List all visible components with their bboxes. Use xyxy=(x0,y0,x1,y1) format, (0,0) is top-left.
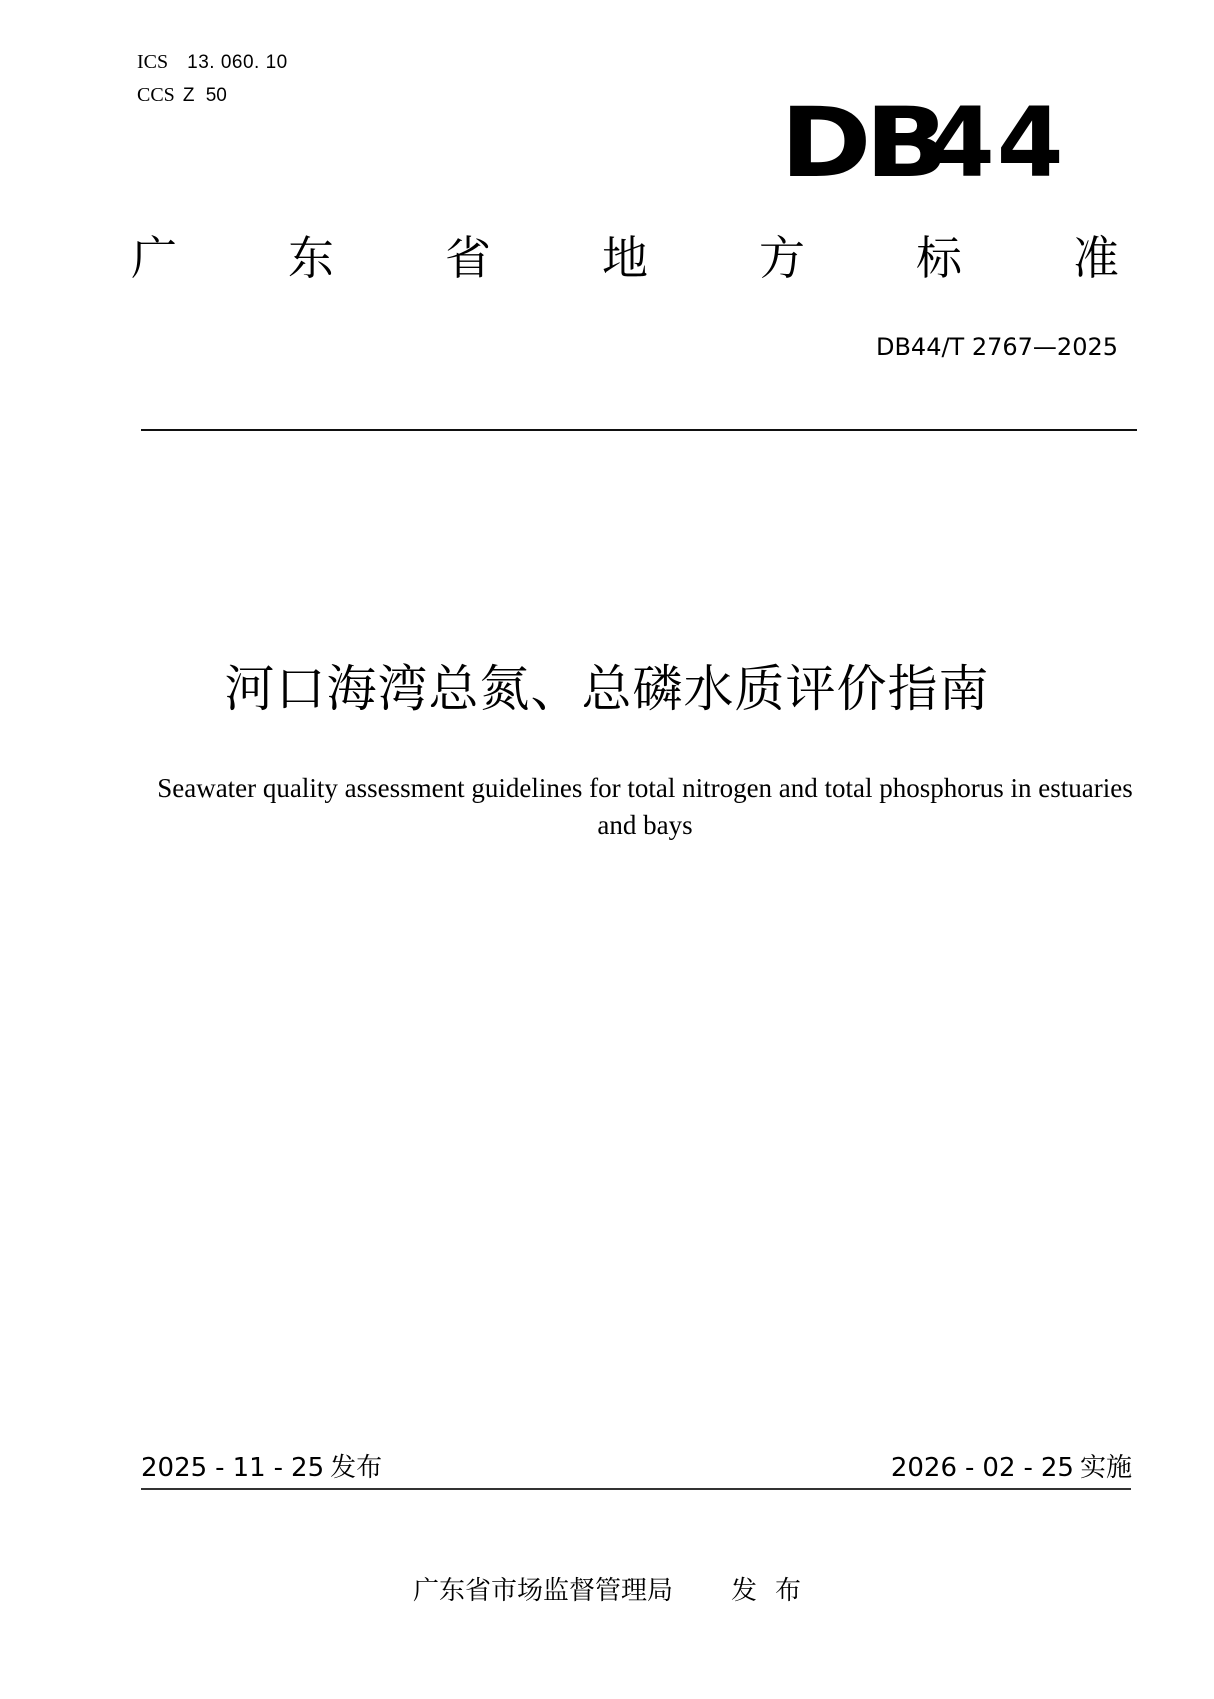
implementation-date xyxy=(891,1452,1132,1484)
date-separator: - xyxy=(1023,1453,1033,1483)
date-separator: - xyxy=(965,1453,975,1483)
header-divider xyxy=(141,429,1137,431)
authority-name: 广东省市场监督管理局 xyxy=(413,1576,674,1606)
ics-value: 13. 060. 10 xyxy=(187,52,288,73)
issue-action: 发布 xyxy=(731,1576,820,1606)
implement-year: 2026 xyxy=(890,1453,958,1483)
ccs-code xyxy=(137,84,227,107)
date-separator: - xyxy=(273,1453,284,1483)
issuing-authority xyxy=(413,1575,819,1607)
standard-type-char: 东 xyxy=(288,231,334,285)
standard-type-heading xyxy=(131,232,1131,284)
ics-label: ICS xyxy=(137,51,169,73)
standard-type-char: 标 xyxy=(916,231,962,285)
publish-day: 25 xyxy=(291,1453,325,1483)
document-title-english: Seawater quality assessment guidelines for total nitrogen and total phosphorus in estuaries and bays xyxy=(157,773,1133,840)
publish-suffix: 发布 xyxy=(330,1453,383,1483)
document-title-chinese: 河口海湾总氮、总磷水质评价指南 xyxy=(224,660,990,718)
publish-date xyxy=(141,1452,382,1484)
standard-type-char: 广 xyxy=(131,231,177,285)
ics-code xyxy=(137,51,288,74)
implement-month: 02 xyxy=(982,1453,1016,1483)
publish-month: 11 xyxy=(232,1453,266,1483)
implement-suffix: 实施 xyxy=(1079,1453,1132,1483)
ccs-label: CCS xyxy=(137,84,175,106)
logo-prefix: DB xyxy=(780,87,942,199)
publish-year: 2025 xyxy=(141,1453,208,1483)
date-separator: - xyxy=(215,1453,225,1483)
ccs-value: Z 50 xyxy=(182,85,227,106)
standard-type-char: 方 xyxy=(759,231,805,285)
standard-type-char: 省 xyxy=(445,231,491,285)
standard-type-char: 准 xyxy=(1073,231,1119,285)
implement-day: 25 xyxy=(1040,1453,1074,1483)
standard-number: DB44/T 2767—2025 xyxy=(875,333,1118,361)
date-divider xyxy=(141,1488,1131,1490)
db44-logo xyxy=(780,87,1066,199)
logo-code: 44 xyxy=(928,87,1066,199)
standard-type-char: 地 xyxy=(602,231,648,285)
